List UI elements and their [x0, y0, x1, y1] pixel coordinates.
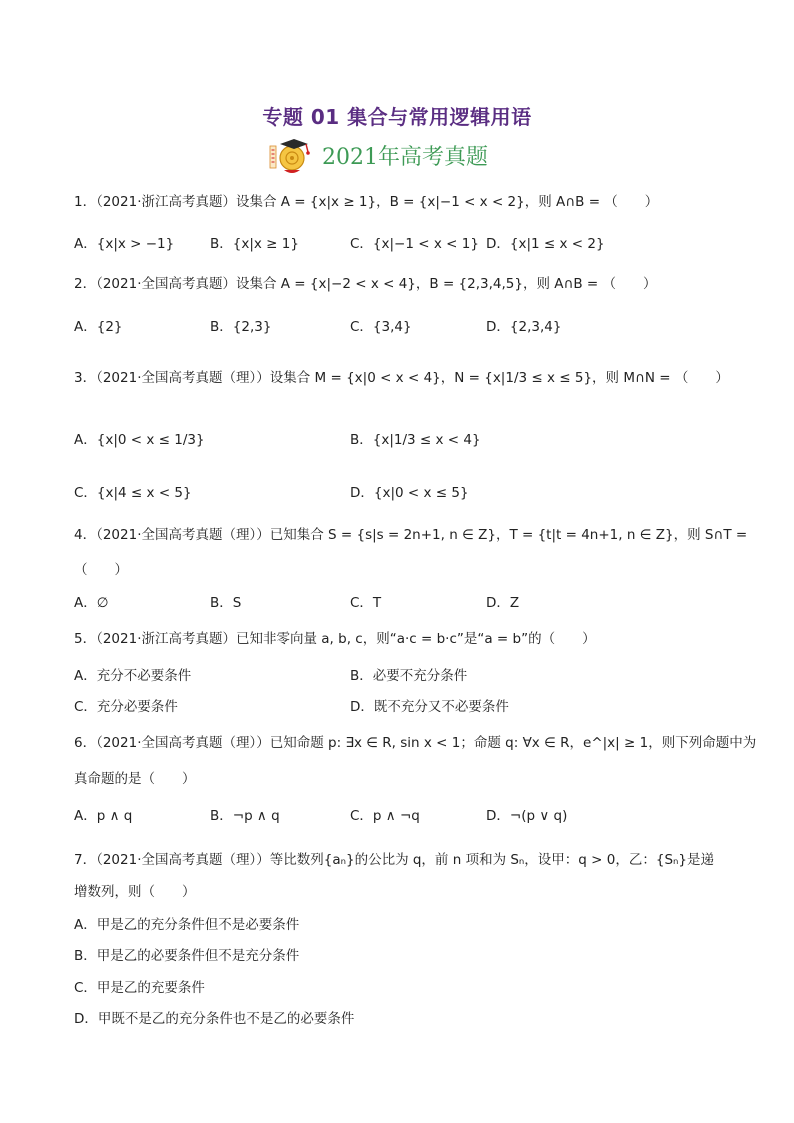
question-1-stem: 1．（2021·浙江高考真题）设集合 A = {x|x ≥ 1}，B = {x|−1 < x < 2}，则 A∩B = （ ） — [74, 194, 659, 210]
question-4-option-a[interactable]: A．∅ — [74, 595, 109, 611]
section-subtitle: 2021年高考真题 — [322, 145, 488, 170]
graduate-mascot-icon — [268, 136, 312, 176]
question-7-stem: 7．（2021·全国高考真题（理））等比数列{aₙ}的公比为 q，前 n 项和为 Sₙ，设甲：q > 0，乙：{Sₙ}是递 — [74, 852, 714, 868]
question-5-option-b[interactable]: B．必要不充分条件 — [350, 668, 468, 684]
question-5-option-a[interactable]: A．充分不必要条件 — [74, 668, 192, 684]
question-7-option-c[interactable]: C．甲是乙的充要条件 — [74, 980, 205, 996]
question-2-option-a[interactable]: A．{2} — [74, 319, 123, 335]
question-6-stem: 6．（2021·全国高考真题（理））已知命题 p: ∃x ∈ R, sin x < 1；命题 q: ∀x ∈ R，e^|x| ≥ 1，则下列命题中为 — [74, 735, 757, 751]
question-4-option-b[interactable]: B．S — [210, 595, 242, 611]
question-4-option-d[interactable]: D．Z — [486, 595, 520, 611]
question-6-option-a[interactable]: A．p ∧ q — [74, 808, 133, 824]
question-4-stem-continued: （ ） — [74, 562, 128, 578]
page-title: 专题 01 集合与常用逻辑用语 — [262, 105, 532, 129]
question-6-option-c[interactable]: C．p ∧ ¬q — [350, 808, 420, 824]
subtitle-banner — [268, 136, 528, 176]
question-3-option-b[interactable]: B．{x|1/3 ≤ x < 4} — [350, 432, 481, 448]
question-3-option-a[interactable]: A．{x|0 < x ≤ 1/3} — [74, 432, 205, 448]
question-1-option-b[interactable]: B．{x|x ≥ 1} — [210, 236, 299, 252]
question-5-option-c[interactable]: C．充分必要条件 — [74, 699, 178, 715]
question-2-option-b[interactable]: B．{2,3} — [210, 319, 272, 335]
question-3-stem: 3．（2021·全国高考真题（理））设集合 M = {x|0 < x < 4}，N = {x|1/3 ≤ x ≤ 5}，则 M∩N = （ ） — [74, 370, 729, 386]
question-7-stem-continued: 增数列，则（ ） — [74, 884, 196, 900]
question-7-option-a[interactable]: A．甲是乙的充分条件但不是必要条件 — [74, 917, 300, 933]
question-4-stem: 4．（2021·全国高考真题（理））已知集合 S = {s|s = 2n+1, n ∈ Z}，T = {t|t = 4n+1, n ∈ Z}，则 S∩T = — [74, 527, 748, 543]
question-1-option-a[interactable]: A．{x|x > −1} — [74, 236, 175, 252]
question-6-option-d[interactable]: D．¬(p ∨ q) — [486, 808, 568, 824]
question-2-option-d[interactable]: D．{2,3,4} — [486, 319, 562, 335]
question-5-option-d[interactable]: D．既不充分又不必要条件 — [350, 699, 509, 715]
question-1-option-c[interactable]: C．{x|−1 < x < 1} — [350, 236, 479, 252]
question-2-option-c[interactable]: C．{3,4} — [350, 319, 412, 335]
question-3-option-c[interactable]: C．{x|4 ≤ x < 5} — [74, 485, 192, 501]
question-1-option-d[interactable]: D．{x|1 ≤ x < 2} — [486, 236, 605, 252]
question-4-option-c[interactable]: C．T — [350, 595, 382, 611]
question-7-option-d[interactable]: D．甲既不是乙的充分条件也不是乙的必要条件 — [74, 1011, 355, 1027]
question-3-option-d[interactable]: D．{x|0 < x ≤ 5} — [350, 485, 469, 501]
question-6-stem-continued: 真命题的是（ ） — [74, 771, 196, 787]
question-7-option-b[interactable]: B．甲是乙的必要条件但不是充分条件 — [74, 948, 300, 964]
question-5-stem: 5．（2021·浙江高考真题）已知非零向量 a, b, c，则“a·c = b·c”是“a = b”的（ ） — [74, 631, 596, 647]
question-2-stem: 2．（2021·全国高考真题）设集合 A = {x|−2 < x < 4}，B = {2,3,4,5}，则 A∩B = （ ） — [74, 276, 657, 292]
question-6-option-b[interactable]: B．¬p ∧ q — [210, 808, 280, 824]
